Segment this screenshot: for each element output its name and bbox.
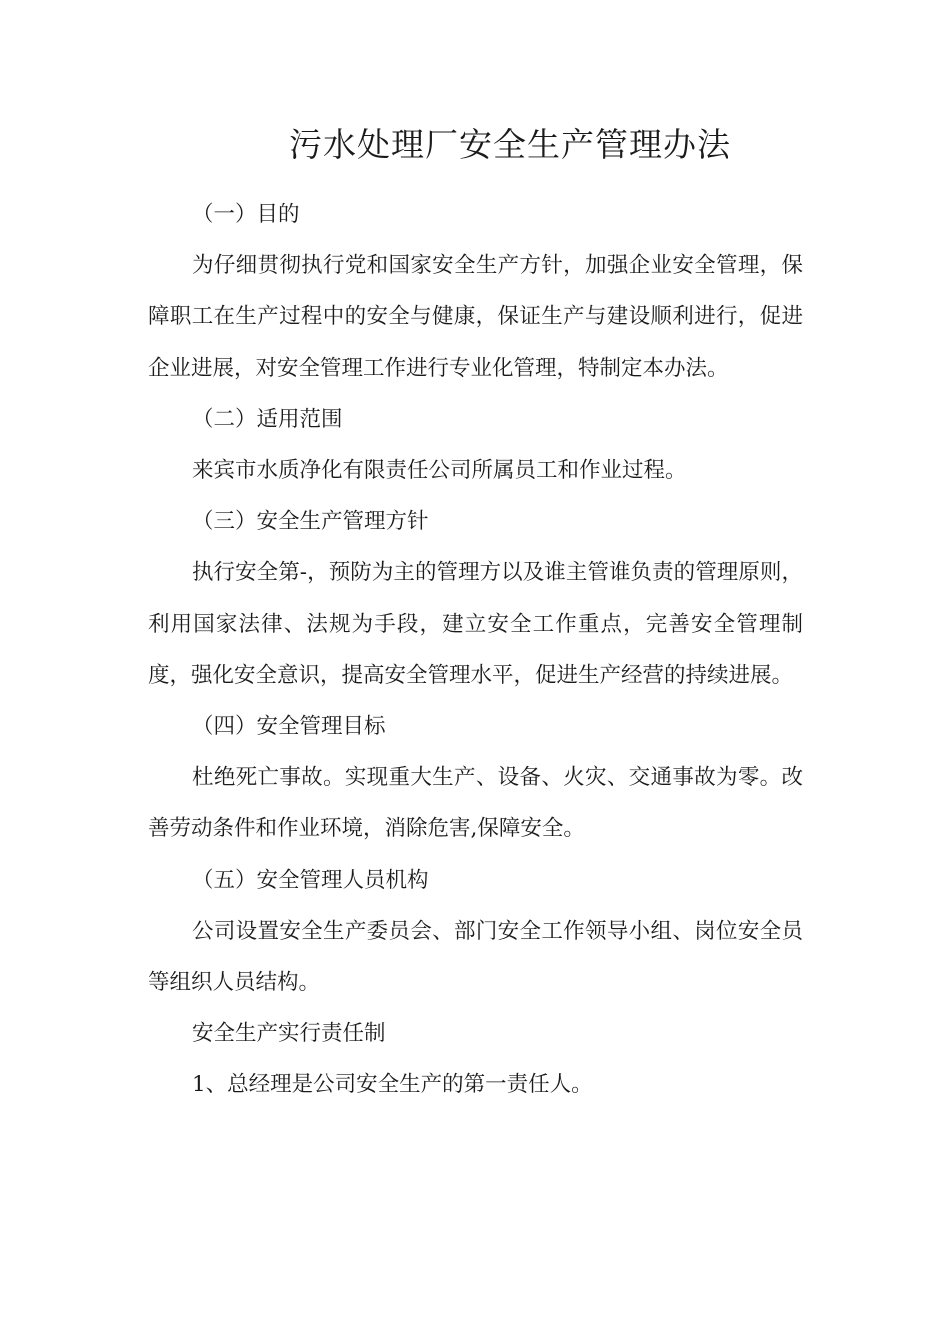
section-heading-policy: （三）安全生产管理方针 (192, 509, 429, 535)
paragraph-goals: 杜绝死亡事故。实现重大生产、设备、火灾、交通事故为零。改善劳动条件和作业环境，消除危害,保障安全。 (148, 765, 803, 842)
section-heading-organization: （五）安全管理人员机构 (192, 867, 429, 893)
paragraph-scope: 来宾市水质净化有限责任公司所属员工和作业过程。 (192, 458, 687, 484)
document-body (148, 189, 803, 1111)
paragraph-purpose: 为仔细贯彻执行党和国家安全生产方针，加强企业安全管理，保障职工在生产过程中的安全与健康，保证生产与建设顺利进行，促进企业进展，对安全管理工作进行专业化管理，特制定本办法。 (148, 253, 803, 381)
list-item-general-manager: 1、总经理是公司安全生产的第一责任人。 (192, 1072, 593, 1098)
document-title: 污水处理厂安全生产管理办法 (289, 125, 731, 164)
section-heading-responsibility: 安全生产实行责任制 (192, 1021, 386, 1047)
paragraph-organization: 公司设置安全生产委员会、部门安全工作领导小组、岗位安全员等组织人员结构。 (148, 918, 803, 996)
section-heading-scope: （二）适用范围 (192, 406, 343, 432)
section-heading-purpose: （一）目的 (192, 202, 300, 227)
paragraph-policy: 执行安全第-，预防为主的管理方以及谁主管谁负责的管理原则，利用国家法律、法规为手段，建立安全工作重点，完善安全管理制度，强化安全意识，提高安全管理水平，促进生产经营的持续进展。 (148, 560, 803, 688)
section-heading-goals: （四）安全管理目标 (192, 714, 386, 740)
